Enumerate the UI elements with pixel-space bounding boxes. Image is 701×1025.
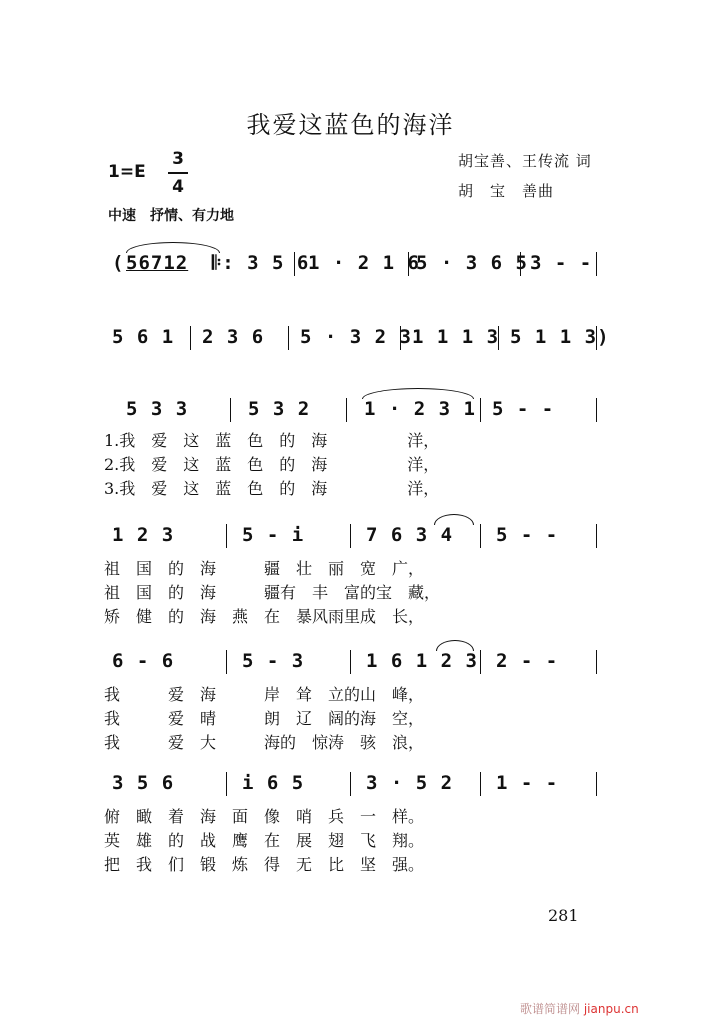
lyric-verse-3: 3.我 爱 这 蓝 色 的 海 洋， xyxy=(104,479,440,498)
barline xyxy=(350,650,351,674)
intro-slur xyxy=(126,242,220,253)
song-title: 我爱这蓝色的海洋 xyxy=(246,111,455,139)
barline xyxy=(230,398,231,422)
meter-bar xyxy=(168,172,188,174)
lyric-verse-3: 我 爱 大 海的 惊涛 骇 浪， xyxy=(104,733,425,752)
measure: 5 - - xyxy=(496,524,559,546)
measure: 1 - - xyxy=(496,772,559,794)
measure: 5 3 3 xyxy=(126,398,189,420)
measure: 6 - 6 xyxy=(112,650,175,672)
lyric-verse-2: 祖 国 的 海 疆有 丰 富的宝 藏， xyxy=(104,583,441,602)
measure: 7 6 3 4 xyxy=(366,524,454,546)
watermark-text: 歌谱简谱网 xyxy=(520,1002,581,1016)
barline xyxy=(480,772,481,796)
barline xyxy=(350,772,351,796)
watermark-site: jianpu.cn xyxy=(583,1002,639,1016)
lyricist-credit: 胡宝善、王传流 词 xyxy=(458,152,592,170)
page-number: 281 xyxy=(548,906,579,925)
intro-measure-7: 5 · 3 2 3 xyxy=(300,326,412,348)
slur xyxy=(362,388,474,399)
measure: 3 5 6 xyxy=(112,772,175,794)
lyric-verse-1: 我 爱 海 岸 耸 立的山 峰， xyxy=(104,685,425,704)
key-signature: 1=E xyxy=(108,162,146,182)
measure: 5 3 2 xyxy=(248,398,311,420)
lyric-verse-3: 矫 健 的 海 燕 在 暴风雨里成 长， xyxy=(104,607,425,626)
intro-measure-8: 1 1 1 3 xyxy=(412,326,500,348)
barline xyxy=(596,398,597,422)
barline xyxy=(596,772,597,796)
barline xyxy=(498,326,499,350)
measure: 5 - - xyxy=(492,398,555,420)
measure: 1 · 2 3 1 xyxy=(364,398,476,420)
measure: i 6 5 xyxy=(242,772,305,794)
measure: 1 2 3 xyxy=(112,524,175,546)
barline xyxy=(226,524,227,548)
barline xyxy=(400,326,401,350)
meter-bottom: 4 xyxy=(172,177,184,197)
tempo-marking: 中速 抒情、有力地 xyxy=(108,208,234,224)
measure: 5 - 3 xyxy=(242,650,305,672)
intro-measure-9: 5 1 1 3) xyxy=(510,326,610,348)
lyric-verse-3: 把 我 们 锻 炼 得 无 比 坚 强。 xyxy=(104,855,425,874)
barline xyxy=(350,524,351,548)
intro-measure-6: 2 3 6 xyxy=(202,326,265,348)
barline xyxy=(596,650,597,674)
barline xyxy=(520,252,521,276)
intro-measure-3: 5 · 3 6 5 xyxy=(416,252,528,274)
barline xyxy=(596,524,597,548)
slur xyxy=(434,514,474,525)
measure: 2 - - xyxy=(496,650,559,672)
barline xyxy=(226,772,227,796)
barline xyxy=(190,326,191,350)
barline xyxy=(596,326,597,350)
intro-paren: ( xyxy=(112,252,125,274)
watermark xyxy=(520,1000,639,1017)
barline xyxy=(596,252,597,276)
lyric-verse-2: 我 爱 晴 朗 辽 阔的海 空， xyxy=(104,709,425,728)
barline xyxy=(480,398,481,422)
barline xyxy=(408,252,409,276)
lyric-verse-1: 1.我 爱 这 蓝 色 的 海 洋， xyxy=(104,431,440,450)
composer-credit: 胡 宝 善曲 xyxy=(458,182,555,200)
lyric-verse-2: 2.我 爱 这 蓝 色 的 海 洋， xyxy=(104,455,440,474)
measure: 5 - i xyxy=(242,524,305,546)
barline xyxy=(294,252,295,276)
barline xyxy=(226,650,227,674)
barline xyxy=(346,398,347,422)
intro-measure-5: 5 6 1 xyxy=(112,326,175,348)
slur xyxy=(436,640,474,651)
meter-top: 3 xyxy=(172,149,184,169)
lyric-verse-1: 祖 国 的 海 疆 壮 丽 宽 广， xyxy=(104,559,425,578)
barline xyxy=(288,326,289,350)
lyric-verse-1: 俯 瞰 着 海 面 像 哨 兵 一 样。 xyxy=(104,807,425,826)
time-signature xyxy=(168,148,188,198)
intro-measure-pickup: 56712 xyxy=(126,252,189,274)
intro-measure-2: 1 · 2 1 6 xyxy=(308,252,420,274)
intro-measure-4: 3 - - xyxy=(530,252,593,274)
intro-measure-1: 𝄆: 3 5 6 xyxy=(212,252,310,274)
measure: 3 · 5 2 xyxy=(366,772,454,794)
barline xyxy=(480,524,481,548)
barline xyxy=(480,650,481,674)
lyric-verse-2: 英 雄 的 战 鹰 在 展 翅 飞 翔。 xyxy=(104,831,425,850)
measure: 1 6 1 2 3 xyxy=(366,650,478,672)
